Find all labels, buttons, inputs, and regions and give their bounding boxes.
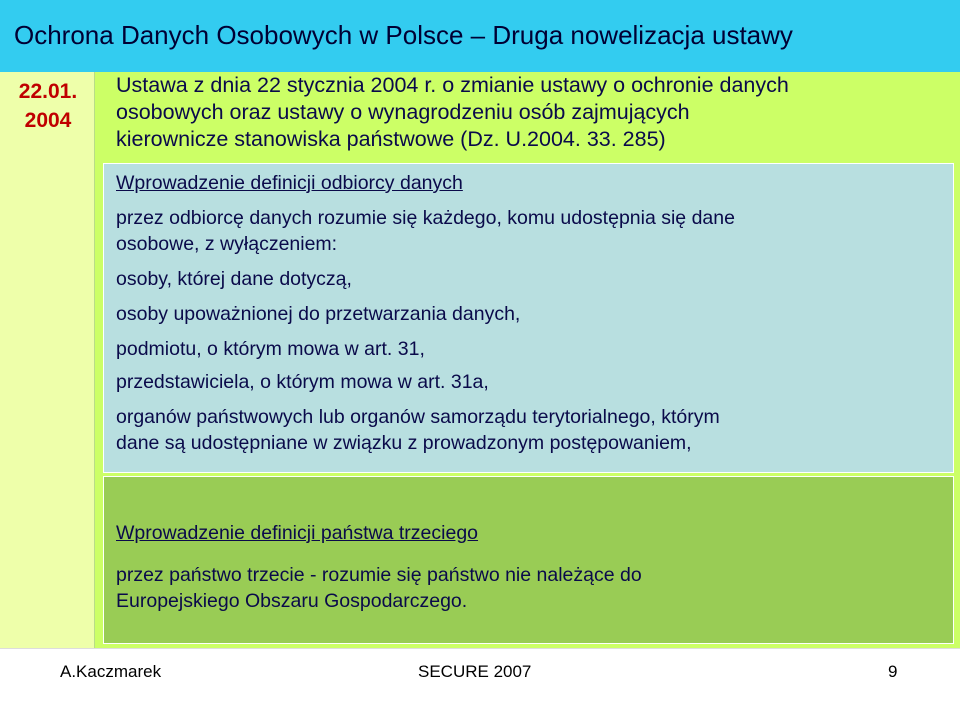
exclusion-item: przedstawiciela, o którym mowa w art. 31a, bbox=[116, 371, 489, 393]
section1-definition-line: osobowe, z wyłączeniem: bbox=[116, 233, 338, 255]
third-country-definition-box bbox=[103, 476, 954, 644]
section1-heading: Wprowadzenie definicji odbiorcy danych bbox=[116, 172, 463, 194]
exclusion-item: podmiotu, o którym mowa w art. 31, bbox=[116, 338, 425, 360]
page-number: 9 bbox=[888, 662, 898, 681]
section2-definition-line: przez państwo trzecie - rozumie się państwo nie należące do bbox=[116, 564, 642, 586]
section2-heading: Wprowadzenie definicji państwa trzeciego bbox=[116, 522, 479, 544]
intro-line: osobowych oraz ustawy o wynagrodzeniu osób zajmujących bbox=[116, 100, 690, 124]
exclusion-item: osoby, której dane dotyczą, bbox=[116, 268, 352, 290]
date-year: 2004 bbox=[24, 109, 72, 132]
exclusion-item: organów państwowych lub organów samorządu terytorialnego, którym bbox=[116, 406, 720, 428]
date-day-month: 22.01. bbox=[18, 80, 78, 103]
section2-definition-line: Europejskiego Obszaru Gospodarczego. bbox=[116, 590, 468, 612]
exclusion-item: dane są udostępniane w związku z prowadzonym postępowaniem, bbox=[116, 432, 692, 454]
exclusion-item: osoby upoważnionej do przetwarzania danych, bbox=[116, 303, 521, 325]
footer-event: SECURE 2007 bbox=[418, 662, 532, 681]
footer bbox=[0, 648, 960, 721]
date-label bbox=[8, 77, 88, 135]
slide-title: Ochrona Danych Osobowych w Polsce – Druga nowelizacja ustawy bbox=[14, 20, 793, 50]
law-intro bbox=[116, 72, 956, 153]
intro-line: kierownicze stanowiska państwowe (Dz. U.2004. 33. 285) bbox=[116, 127, 666, 151]
section1-definition-line: przez odbiorcę danych rozumie się każdego, komu udostępnia się dane bbox=[116, 207, 735, 229]
footer-author: A.Kaczmarek bbox=[60, 662, 162, 681]
intro-line: Ustawa z dnia 22 stycznia 2004 r. o zmianie ustawy o ochronie danych bbox=[116, 73, 789, 97]
date-column bbox=[0, 72, 94, 648]
